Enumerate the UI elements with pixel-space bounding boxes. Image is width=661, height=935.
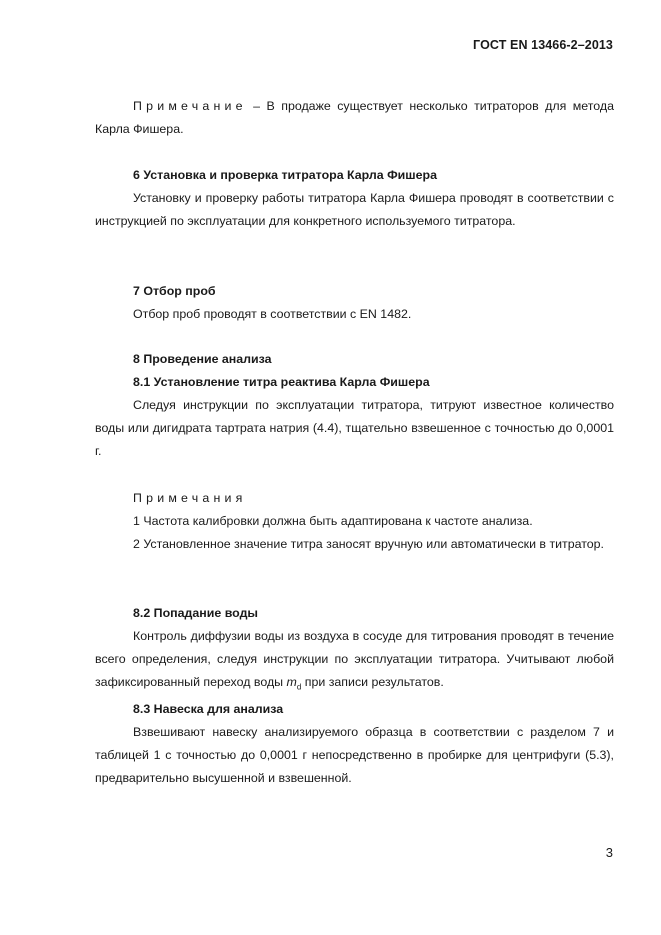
section-8 [95, 348, 614, 463]
variable-subscript: d [296, 682, 302, 692]
section-6-title: 6 Установка и проверка титратора Карла Фишера [133, 168, 437, 182]
notes-label: Примечания [133, 491, 247, 505]
section-8-2-title: 8.2 Попадание воды [133, 606, 259, 620]
section-8-2-text: Контроль диффузии воды из воздуха в сосуде для титрования проводят в течение всего определения, следуя инструкции по эксплуатации титратора. Учитывают любой зафиксированный переход воды $m_d$ при записи результатов. [95, 629, 614, 692]
document-header: ГОСТ EN 13466-2–2013 [473, 38, 613, 52]
section-8-3-title: 8.3 Навеска для анализа [133, 702, 284, 717]
notes-block [95, 487, 614, 556]
section-8-3-text: Взвешивают навеску анализируемого образца в соответствии с разделом 7 и таблицей 1 с точностью до 0,0001 г непосредственно в пробирке для центрифуги (5.3), предварительно высушенной и взвешенной. [95, 725, 614, 786]
note-2: 2 Установленное значение титра заносят вручную или автоматически в титратор. [133, 537, 604, 551]
section-8-title: 8 Проведение анализа [133, 352, 272, 366]
note-1: 1 Частота калибровки должна быть адаптирована к частоте анализа. [133, 514, 533, 528]
note-label: Примечание [133, 99, 247, 113]
section-8-1-text: Следуя инструкции по эксплуатации титратора, титруют известное количество воды или дигидрата тартрата натрия (4.4), тщательно взвешенное с точностью до 0,0001 г. [95, 398, 614, 458]
section-8-2 [95, 602, 614, 790]
section-6-text: Установку и проверку работы титратора Карла Фишера проводят в соответствии с инструкцией по эксплуатации для конкретного используемого титратора. [95, 191, 614, 228]
section-7-text: Отбор проб проводят в соответствии с EN 1482. [133, 307, 412, 321]
note-first [95, 95, 614, 141]
variable-m: m [286, 675, 297, 689]
page-number: 3 [605, 845, 613, 860]
section-7-title: 7 Отбор проб [133, 284, 216, 298]
section-7 [95, 280, 614, 326]
section-6 [95, 164, 614, 233]
note-text: – В продаже существует несколько титраторов для метода Карла Фишера. [95, 99, 614, 136]
section-8-1-title: 8.1 Установление титра реактива Карла Фишера [133, 375, 430, 389]
